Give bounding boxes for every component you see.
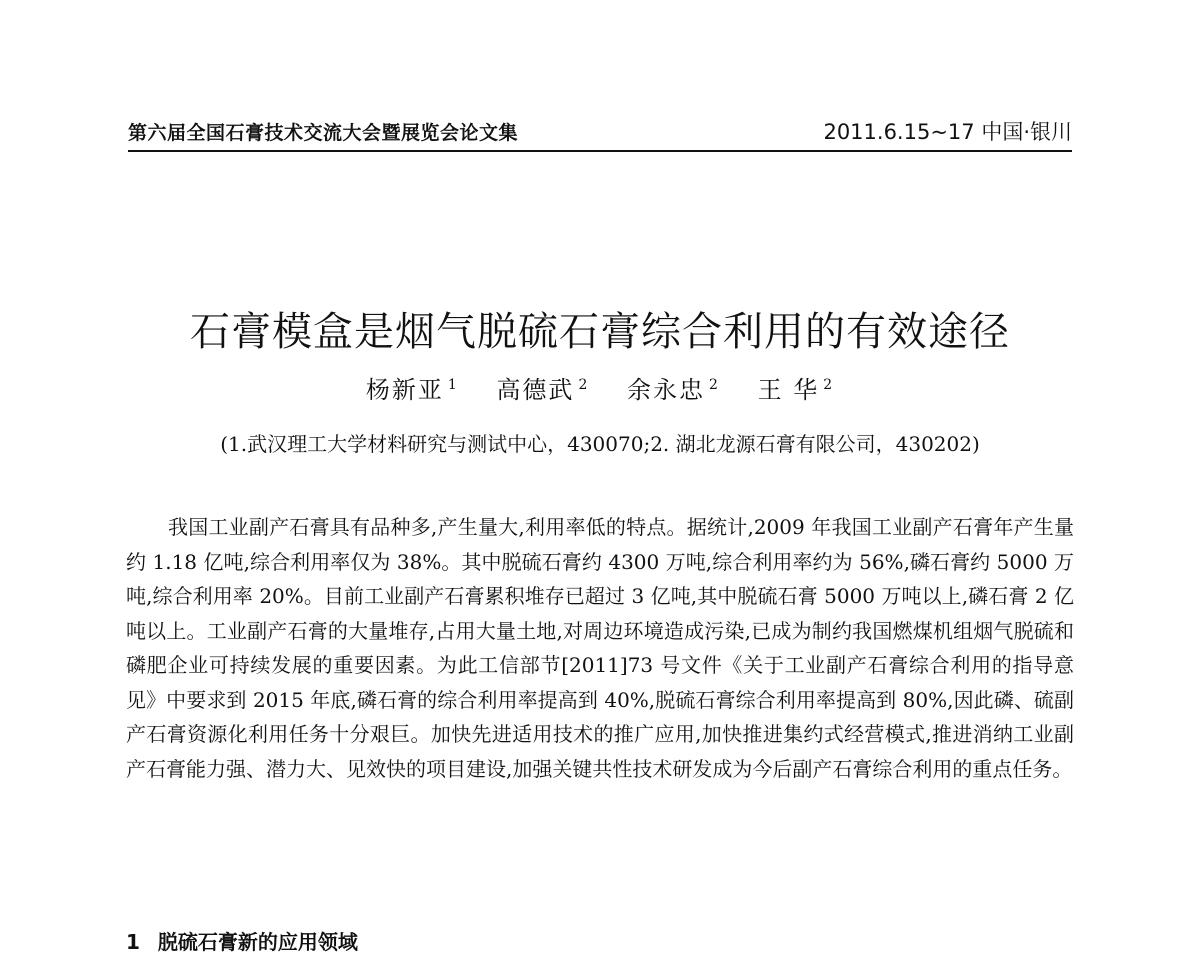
section-title: 脱硫石膏新的应用领域 xyxy=(157,930,358,954)
author xyxy=(627,376,720,404)
author-affiliation-mark: 1 xyxy=(447,377,459,393)
author xyxy=(496,376,589,404)
affiliations: (1.武汉理工大学材料研究与测试中心，430070;2. 湖北龙源石膏有限公司，430202) xyxy=(220,432,980,456)
author-affiliation-mark: 2 xyxy=(709,377,720,393)
author xyxy=(758,376,835,404)
body-paragraph: 我国工业副产石膏具有品种多,产生量大,利用率低的特点。据统计,2009 年我国工业副产石膏年产生量约 1.18 亿吨,综合利用率仅为 38%。其中脱硫石膏约 4300 万吨,综合利用率约为 56%,磷石膏约 5000 万吨,综合利用率 20%。目前工业副产石膏累积堆存已超过 3 亿吨,其中脱硫石膏 5000 万吨以上,磷石膏 2 亿吨以上。工业副产石膏的大量堆存,占用大量土地,对周边环境造成污染,已成为制约我国燃煤机组烟气脱硫和磷肥企业可持续发展的重要因素。为此工信部节[2011]73 号文件《关于工业副产石膏综合利用的指导意见》中要求到 2015 年底,磷石膏的综合利用率提高到 40%,脱硫石膏综合利用率提高到 80%,因此磷、硫副产石膏资源化利用任务十分艰巨。加快先进适用技术的推广应用,加快推进集约式经营模式,推进消纳工业副产石膏能力强、潜力大、见效快的项目建设,加强关键共性技术研发成为今后副产石膏综合利用的重点任务。 xyxy=(126,515,1074,781)
author-name: 余永忠 xyxy=(627,376,705,404)
section-number: 1 xyxy=(126,930,140,954)
author-name: 杨新亚 xyxy=(365,376,444,404)
author-list xyxy=(0,370,1200,405)
conference-date-place: 2011.6.15~17 中国·银川 xyxy=(823,120,1072,144)
paper-title: 石膏模盒是烟气脱硫石膏综合利用的有效途径 xyxy=(190,309,1010,355)
author xyxy=(366,376,459,404)
header-rule xyxy=(128,150,1072,152)
author-affiliation-mark: 2 xyxy=(578,377,590,393)
author-affiliation-mark: 2 xyxy=(823,377,835,393)
author-name: 高德武 xyxy=(496,376,575,404)
author-name: 王 华 xyxy=(757,376,820,404)
proceedings-title: 第六届全国石膏技术交流大会暨展览会论文集 xyxy=(128,122,519,144)
section-heading xyxy=(126,926,358,955)
running-header xyxy=(128,112,1072,152)
